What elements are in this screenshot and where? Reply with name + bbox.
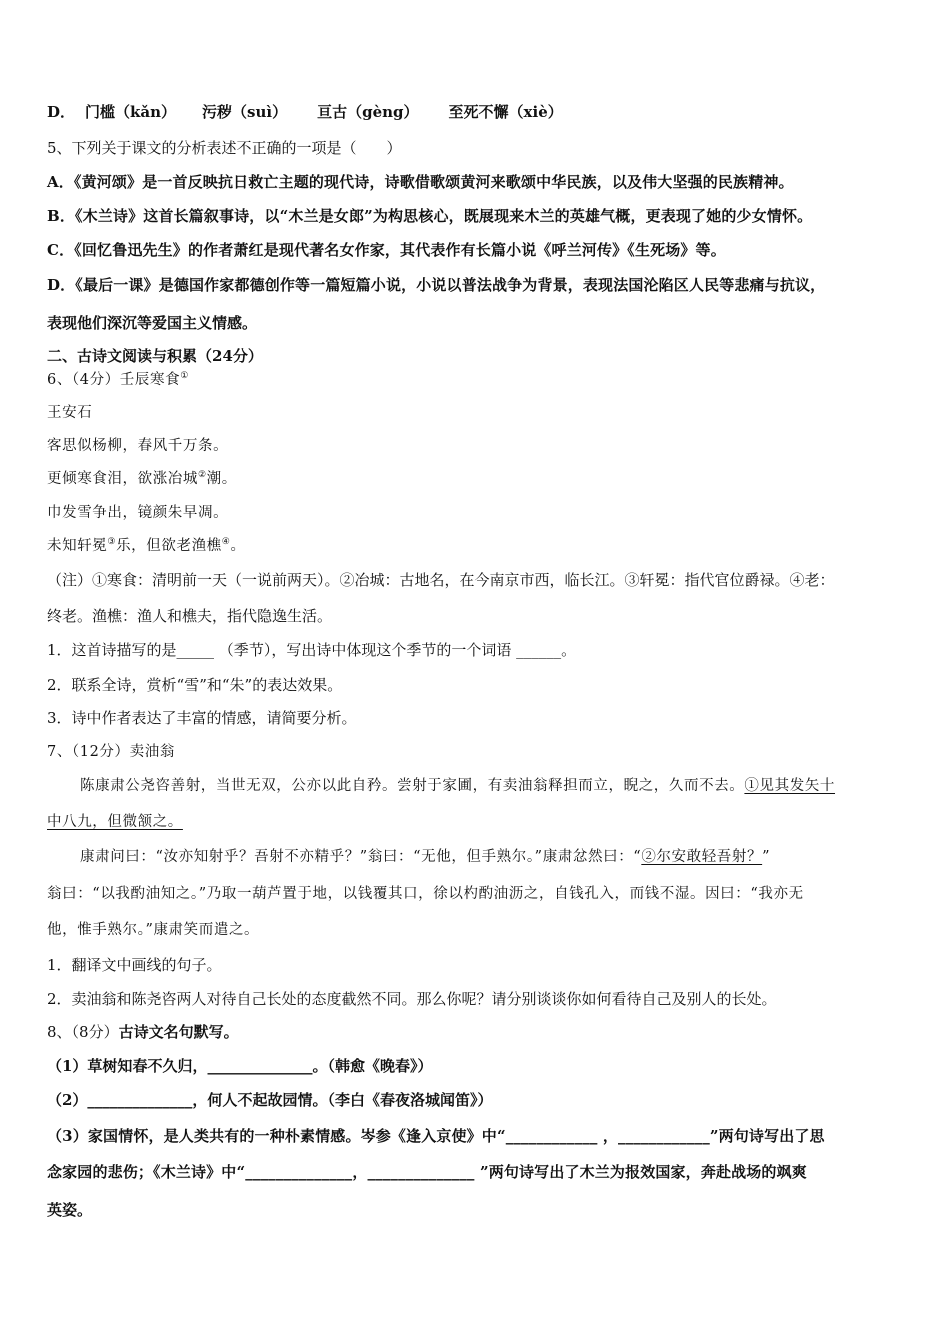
q8-title	[47, 1022, 239, 1042]
q5-option-d-line1: D．《最后一课》是德国作家都德创作等一篇短篇小说，小说以普法战争为背景，表现法国沦陷区人民等悲痛与抗议，	[47, 276, 826, 294]
q7-sub-question-2: 2．卖油翁和陈尧咨两人对待自己长处的态度截然不同。那么你呢？请分别谈谈你如何看待自己及别人的长处。	[47, 990, 777, 1008]
q8-title-bold: 古诗文名句默写。	[118, 1023, 239, 1041]
q6-note-line-2: 终老。渔樵：渔人和樵夫，指代隐逸生活。	[47, 607, 333, 625]
q5-option-b: B．《木兰诗》这首长篇叙事诗，以“木兰是女郎”为构思核心，既展现来木兰的英雄气概，更表现了她的少女情怀。	[47, 207, 813, 225]
q7-underlined-sentence-1a: ①见其发矢十	[744, 778, 836, 794]
q6-poem-line-2-pre: 更倾寒食泪，欲涨冶城	[47, 471, 198, 487]
q4-word-2: 污秽（suì）	[202, 103, 288, 121]
q7-para1-text: 陈康肃公尧咨善射，当世无双，公亦以此自矜。尝射于家圃，有卖油翁释担而立，睨之，久而不去。	[80, 778, 745, 794]
q5-option-a: A．《黄河颂》是一首反映抗日救亡主题的现代诗，诗歌借歌颂黄河来歌颂中华民族，以及伟大坚强的民族精神。	[47, 173, 794, 191]
q6-title-sup: ①	[180, 371, 189, 382]
q8-item-3-line3: 英姿。	[47, 1201, 93, 1219]
q8-item-3-line2: 念家园的悲伤；《木兰诗》中“______________，______________ ”两句诗写出了木兰为报效国家，奔赴战场的飒爽	[47, 1163, 807, 1181]
q6-author: 王安石	[47, 405, 93, 421]
q6-poem-line-4-sup2: ④	[221, 537, 231, 548]
q4-word-4: 至死不懈（xiè）	[448, 103, 563, 121]
q4-word-1: 门槛（kǎn）	[85, 103, 177, 121]
q6-poem-line-1: 客思似杨柳，春风千万条。	[47, 438, 229, 454]
q8-item-3-line1: （3）家国情怀，是人类共有的一种朴素情感。岑参《逢入京使》中“____________ ，____________”两句诗写出了思	[47, 1127, 825, 1145]
q6-poem-line-2-sup: ②	[198, 470, 207, 481]
q6-poem-line-4-pre: 未知轩冕	[47, 538, 108, 554]
q7-sub-question-1: 1．翻译文中画线的句子。	[47, 956, 222, 974]
q6-sub-question-3: 3．诗中作者表达了丰富的情感，请简要分析。	[47, 709, 357, 727]
q6-poem-line-2-post: 潮。	[206, 471, 237, 487]
q6-poem-line-4-post: 。	[230, 538, 246, 554]
q7-para2-line3: 他，惟手熟尔。”康肃笑而遣之。	[47, 922, 260, 938]
q6-sub-question-2: 2．联系全诗，赏析“雪”和“朱”的表达效果。	[47, 676, 343, 694]
q7-underlined-sentence-2: ②尔安敢轻吾射？	[641, 849, 763, 865]
q7-title: 7、（12分）卖油翁	[47, 744, 175, 760]
q6-sub-question-1: 1．这首诗描写的是_____ （季节），写出诗中体现这个季节的一个词语 ______。	[47, 641, 577, 659]
q4-option-d	[47, 102, 563, 122]
q5-option-d-line2: 表现他们深沉等爱国主义情感。	[47, 314, 258, 332]
q6-poem-line-4-mid: 乐，但欲老渔樵	[116, 538, 222, 554]
q8-item-2: （2）______________，何人不起故园情。（李白《春夜洛城闻笛》）	[47, 1091, 493, 1109]
q7-underlined-sentence-1b: 中八九，但微颔之。	[47, 814, 183, 830]
q6-poem-line-4	[47, 536, 246, 556]
q7-para2-close-quote: ”	[762, 849, 771, 865]
q7-para2-line2: 翁曰：“以我酌油知之。”乃取一葫芦置于地，以钱覆其口，徐以杓酌油沥之，自钱孔入，而钱不湿。因曰：“我亦无	[47, 886, 804, 902]
q8-title-prefix: 8、（8分）	[47, 1023, 119, 1041]
q8-item-1: （1）草树知春不久归，______________。（韩愈《晚春》）	[47, 1057, 433, 1075]
q7-para2-line1	[80, 847, 770, 867]
q6-title-text: 6、（4分）壬辰寒食	[47, 372, 181, 388]
q7-para1-line2	[47, 812, 183, 832]
q6-poem-line-3: 巾发雪争出，镜颜朱早凋。	[47, 505, 229, 521]
q4-word-3: 亘古（gèng）	[317, 103, 419, 121]
q7-para1-line1	[80, 776, 835, 796]
section-heading: 二、古诗文阅读与积累（24分）	[47, 347, 263, 365]
q4-option-d-label: D．	[47, 103, 76, 121]
q6-poem-line-2	[47, 469, 237, 489]
q7-para2-text: 康肃问曰：“汝亦知射乎？吾射不亦精乎？”翁曰：“无他，但手熟尔。”康肃忿然曰：“	[80, 849, 642, 865]
q5-stem: 5、下列关于课文的分析表述不正确的一项是（ ）	[47, 139, 402, 157]
q6-title	[47, 370, 189, 390]
q6-poem-line-4-sup: ③	[107, 537, 117, 548]
q5-option-c: C．《回忆鲁迅先生》的作者萧红是现代著名女作家，其代表作有长篇小说《呼兰河传》《生死场》等。	[47, 241, 726, 259]
q6-note-line-1: （注）①寒食：清明前一天（一说前两天）。②冶城：古地名，在今南京市西，临长江。③轩冕：指代官位爵禄。④老：	[47, 571, 835, 589]
